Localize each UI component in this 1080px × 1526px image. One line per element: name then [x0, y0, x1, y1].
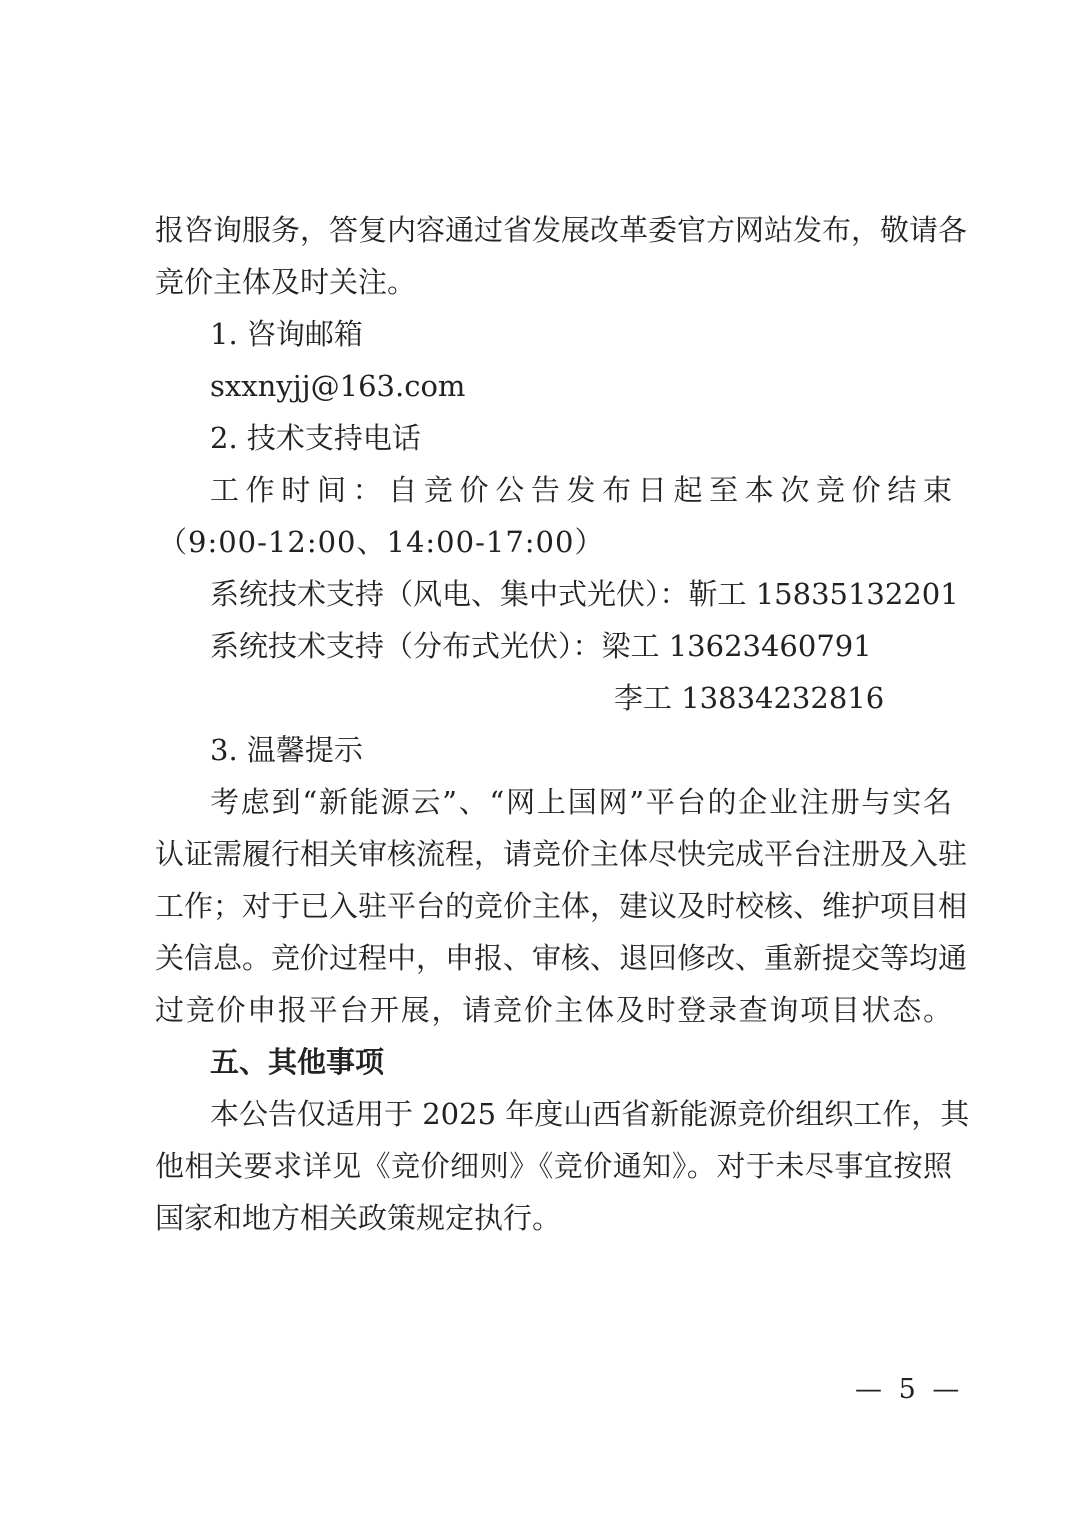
paragraph-line: 国家和地方相关政策规定执行。 — [155, 1201, 562, 1235]
paragraph-line: 过竞价申报平台开展，请竞价主体及时登录查询项目状态。 — [155, 993, 952, 1027]
paragraph-line: 本公告仅适用于 2025 年度山西省新能源竞价组织工作，其 — [210, 1097, 970, 1131]
page-number: — 5 — — [855, 1374, 964, 1405]
paragraph-line: 他相关要求详见《竞价细则》《竞价通知》。对于未尽事宜按照 — [155, 1149, 952, 1183]
section-heading: 2. 技术支持电话 — [210, 421, 421, 455]
support-contact: 系统技术支持（分布式光伏）：梁工 13623460791 — [210, 629, 872, 663]
working-hours-times: （9:00-12:00、14:00-17:00） — [158, 525, 605, 559]
paragraph-line: 竞价主体及时关注。 — [155, 265, 417, 299]
paragraph-line: 报咨询服务，答复内容通过省发展改革委官方网站发布，敬请各 — [155, 213, 968, 247]
section-heading: 五、其他事项 — [210, 1045, 385, 1079]
section-heading: 3. 温馨提示 — [210, 733, 363, 767]
support-contact: 系统技术支持（风电、集中式光伏）：靳工 15835132201 — [210, 577, 959, 611]
email-address: sxxnyjj@163.com — [210, 369, 466, 403]
working-hours: 工作时间：自竞价公告发布日起至本次竞价结束 — [210, 473, 952, 507]
paragraph-line: 考虑到“新能源云”、“网上国网”平台的企业注册与实名 — [210, 785, 952, 819]
paragraph-line: 工作；对于已入驻平台的竞价主体，建议及时校核、维护项目相 — [155, 889, 968, 923]
section-heading: 1. 咨询邮箱 — [210, 317, 363, 351]
support-contact: 李工 13834232816 — [614, 681, 885, 715]
paragraph-line: 认证需履行相关审核流程，请竞价主体尽快完成平台注册及入驻 — [155, 837, 968, 871]
paragraph-line: 关信息。竞价过程中，申报、审核、退回修改、重新提交等均通 — [155, 941, 968, 975]
